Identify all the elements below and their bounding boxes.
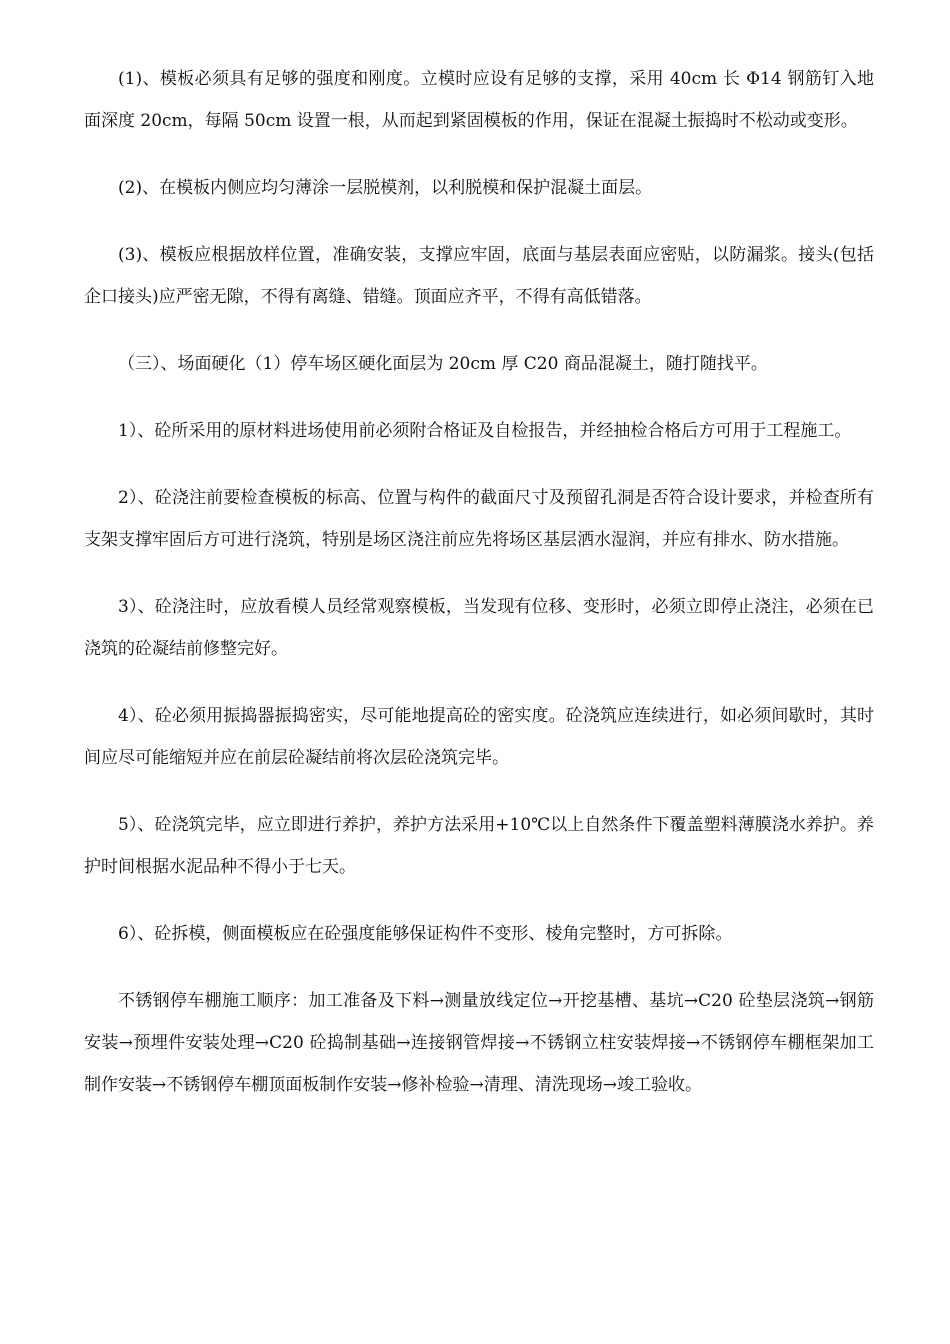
paragraph-vibration: 4）、砼必须用振捣器振捣密实，尽可能地提高砼的密实度。砼浇筑应连续进行，如必须间歇时，其时间应尽可能缩短并应在前层砼凝结前将次层砼浇筑完毕。 — [84, 706, 874, 768]
paragraph-pour-monitoring: 3）、砼浇注时，应放看模人员经常观察模板，当发现有位移、变形时，必须立即停止浇注，必须在已浇筑的砼凝结前修整完好。 — [84, 597, 874, 659]
document-page — [84, 58, 874, 1127]
paragraph-formwork-strength: (1)、模板必须具有足够的强度和刚度。立模时应设有足够的支撑，采用 40cm 长 Φ14 钢筋钉入地面深度 20cm，每隔 50cm 设置一根，从而起到紧固模板的作用，保证在混凝土振捣时不松动或变形。 — [84, 69, 874, 131]
paragraph-formwork-installation: (3)、模板应根据放样位置，准确安装，支撑应牢固，底面与基层表面应密贴，以防漏浆。接头(包括企口接头)应严密无隙，不得有离缝、错缝。顶面应齐平，不得有高低错落。 — [84, 245, 874, 307]
paragraph-formwork-removal: 6）、砼拆模，侧面模板应在砼强度能够保证构件不变形、棱角完整时，方可拆除。 — [118, 924, 733, 944]
paragraph-construction-sequence: 不锈钢停车棚施工顺序：加工准备及下料→测量放线定位→开挖基槽、基坑→C20 砼垫层浇筑→钢筋安装→预埋件安装处理→C20 砼捣制基础→连接钢管焊接→不锈钢立柱安装焊接→不锈钢停车棚框架加工制作安装→不锈钢停车棚顶面板制作安装→修补检验→清理、清洗现场→竣工验收。 — [84, 991, 874, 1095]
paragraph-materials: 1）、砼所采用的原材料进场使用前必须附合格证及自检报告，并经抽检合格后方可用于工程施工。 — [118, 421, 852, 441]
section-heading-site-hardening: （三）、场面硬化（1）停车场区硬化面层为 20cm 厚 C20 商品混凝土，随打随找平。 — [118, 354, 768, 374]
paragraph-pre-pour-check: 2）、砼浇注前要检查模板的标高、位置与构件的截面尺寸及预留孔洞是否符合设计要求，并检查所有支架支撑牢固后方可进行浇筑，特别是场区浇注前应先将场区基层洒水湿润，并应有排水、防水措施。 — [84, 488, 874, 550]
paragraph-release-agent: (2)、在模板内侧应均匀薄涂一层脱模剂，以利脱模和保护混凝土面层。 — [118, 178, 653, 198]
paragraph-curing: 5）、砼浇筑完毕，应立即进行养护，养护方法采用+10℃以上自然条件下覆盖塑料薄膜浇水养护。养护时间根据水泥品种不得小于七天。 — [84, 815, 874, 877]
